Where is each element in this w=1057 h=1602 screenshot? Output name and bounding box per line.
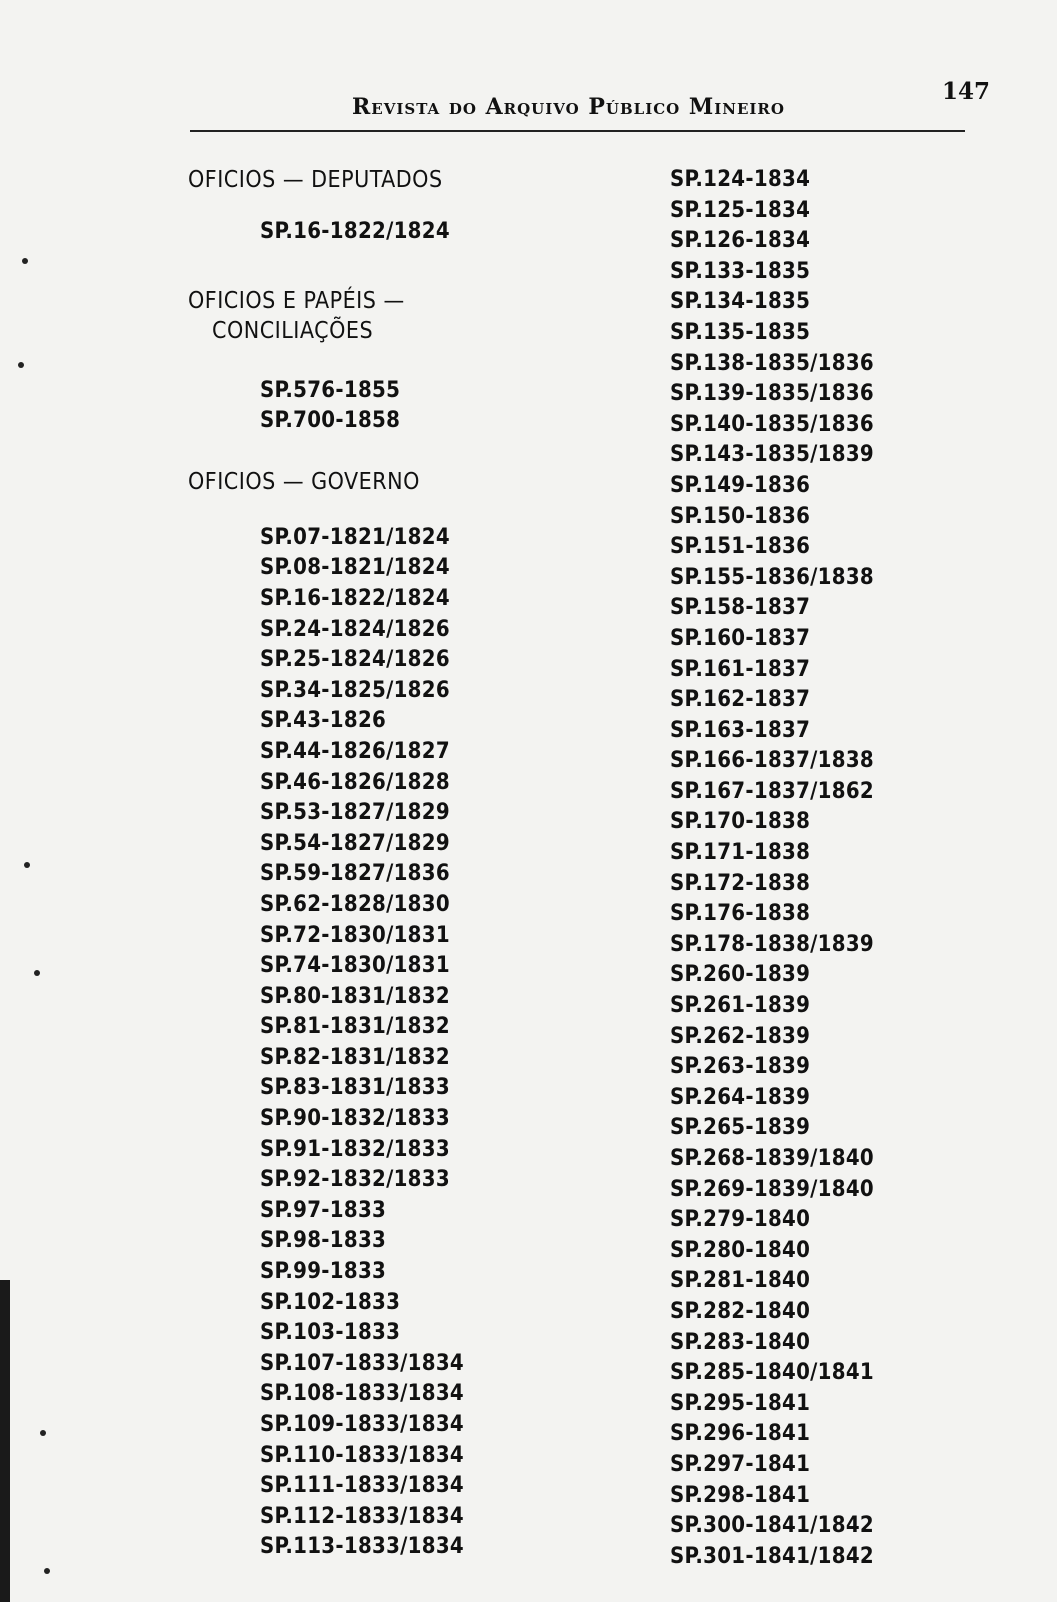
list-item: SP.83-1831/1833 [260, 1075, 450, 1101]
list-item: SP.296-1841 [670, 1421, 811, 1447]
page-number: 147 [941, 78, 990, 105]
list-item: SP.90-1832/1833 [260, 1106, 450, 1132]
list-item: SP.99-1833 [260, 1259, 387, 1285]
list-item: SP.172-1838 [670, 870, 811, 896]
ink-speck [44, 1568, 50, 1574]
list-item: SP.110-1833/1834 [260, 1442, 464, 1468]
list-item: SP.72-1830/1831 [260, 922, 450, 948]
list-item: SP.268-1839/1840 [670, 1146, 874, 1171]
list-item: SP.112-1833/1834 [260, 1503, 464, 1529]
list-item: SP.16-1822/1824 [260, 219, 450, 244]
ink-speck [34, 970, 40, 976]
governo-list [188, 523, 608, 1563]
list-item: SP.91-1832/1833 [260, 1136, 450, 1162]
list-item: SP.171-1838 [670, 840, 811, 866]
list-item: SP.43-1826 [260, 708, 387, 734]
list-item: SP.261-1839 [670, 993, 811, 1019]
ink-speck [18, 362, 24, 368]
list-item: SP.163-1837 [670, 717, 811, 743]
list-item: SP.109-1833/1834 [260, 1412, 464, 1437]
section-heading-deputados: OFICIOS — DEPUTADOS [188, 167, 443, 193]
list-item: SP.166-1837/1838 [670, 748, 874, 774]
list-item: SP.700-1858 [260, 408, 401, 434]
list-item: SP.178-1838/1839 [670, 931, 874, 957]
ink-speck [24, 862, 30, 868]
page-header [190, 78, 990, 136]
list-item: SP.34-1825/1826 [260, 677, 450, 703]
list-item: SP.269-1839/1840 [670, 1176, 874, 1202]
list-item: SP.134-1835 [670, 289, 811, 315]
list-item: SP.126-1834 [670, 228, 811, 254]
list-item: SP.135-1835 [670, 319, 811, 345]
list-item: SP.160-1837 [670, 625, 811, 651]
list-item: SP.260-1839 [670, 962, 811, 988]
list-item: SP.285-1840/1841 [670, 1360, 874, 1386]
list-item: SP.46-1826/1828 [260, 769, 450, 795]
list-item: SP.92-1832/1833 [260, 1167, 450, 1193]
list-item: SP.53-1827/1829 [260, 800, 450, 826]
list-item: SP.576-1855 [260, 377, 401, 403]
list-item: SP.158-1837 [670, 595, 811, 621]
deputados-list [188, 217, 608, 248]
list-item: SP.81-1831/1832 [260, 1014, 450, 1040]
list-item: SP.264-1839 [670, 1084, 811, 1110]
list-item: SP.54-1827/1829 [260, 830, 450, 856]
list-item: SP.25-1824/1826 [260, 647, 450, 673]
section-heading-governo: OFICIOS — GOVERNO [188, 468, 420, 495]
list-item: SP.80-1831/1832 [260, 983, 450, 1009]
list-item: SP.140-1835/1836 [670, 411, 874, 437]
list-item: SP.143-1835/1839 [670, 442, 874, 468]
conciliacoes-list [188, 376, 608, 437]
right-column [670, 165, 1010, 1572]
list-item: SP.24-1824/1826 [260, 616, 450, 642]
list-item: SP.138-1835/1836 [670, 350, 874, 376]
list-item: SP.161-1837 [670, 656, 811, 682]
list-item: SP.283-1840 [670, 1329, 811, 1355]
page-edge-shadow [0, 1280, 10, 1602]
list-item: SP.97-1833 [260, 1197, 387, 1223]
list-item: SP.07-1821/1824 [260, 524, 450, 550]
running-title: Revista do Arquivo Público Mineiro [352, 94, 785, 120]
list-item: SP.151-1836 [670, 534, 811, 560]
list-item: SP.16-1822/1824 [260, 585, 450, 611]
list-item: SP.300-1841/1842 [670, 1513, 874, 1539]
list-item: SP.170-1838 [670, 809, 811, 835]
list-item: SP.262-1839 [670, 1023, 811, 1049]
list-item: SP.113-1833/1834 [260, 1534, 464, 1560]
list-item: SP.282-1840 [670, 1298, 811, 1324]
section-heading-line: CONCILIAÇÕES [212, 317, 374, 344]
list-item: SP.176-1838 [670, 901, 811, 927]
list-item: SP.62-1828/1830 [260, 891, 450, 917]
list-item: SP.149-1836 [670, 472, 811, 498]
section-heading-conciliacoes [188, 286, 608, 346]
list-item: SP.162-1837 [670, 687, 811, 713]
header-rule [190, 130, 965, 132]
left-column [188, 165, 608, 1563]
list-item: SP.133-1835 [670, 258, 811, 284]
list-item: SP.111-1833/1834 [260, 1473, 464, 1499]
list-item: SP.279-1840 [670, 1207, 811, 1233]
list-item: SP.82-1831/1832 [260, 1044, 450, 1070]
list-item: SP.263-1839 [670, 1054, 811, 1080]
list-item: SP.297-1841 [670, 1451, 811, 1477]
list-item: SP.265-1839 [670, 1115, 811, 1141]
list-item: SP.74-1830/1831 [260, 953, 450, 979]
section-heading-line: OFICIOS E PAPÉIS — [188, 287, 405, 314]
list-item: SP.59-1827/1836 [260, 861, 450, 887]
list-item: SP.150-1836 [670, 503, 811, 529]
list-item: SP.98-1833 [260, 1228, 387, 1254]
list-item: SP.102-1833 [260, 1289, 401, 1315]
list-item: SP.103-1833 [260, 1320, 401, 1346]
list-item: SP.295-1841 [670, 1390, 811, 1416]
list-item: SP.139-1835/1836 [670, 381, 874, 407]
list-item: SP.167-1837/1862 [670, 778, 874, 804]
list-item: SP.125-1834 [670, 197, 811, 223]
list-item: SP.280-1840 [670, 1237, 811, 1263]
list-item: SP.298-1841 [670, 1482, 811, 1508]
list-item: SP.124-1834 [670, 167, 811, 192]
list-item: SP.301-1841/1842 [670, 1543, 874, 1569]
list-item: SP.107-1833/1834 [260, 1350, 464, 1376]
ink-speck [40, 1430, 46, 1436]
list-item: SP.44-1826/1827 [260, 738, 450, 764]
ink-speck [22, 258, 28, 264]
list-item: SP.281-1840 [670, 1268, 811, 1294]
list-item: SP.155-1836/1838 [670, 564, 874, 590]
list-item: SP.08-1821/1824 [260, 555, 450, 581]
list-item: SP.108-1833/1834 [260, 1381, 464, 1407]
